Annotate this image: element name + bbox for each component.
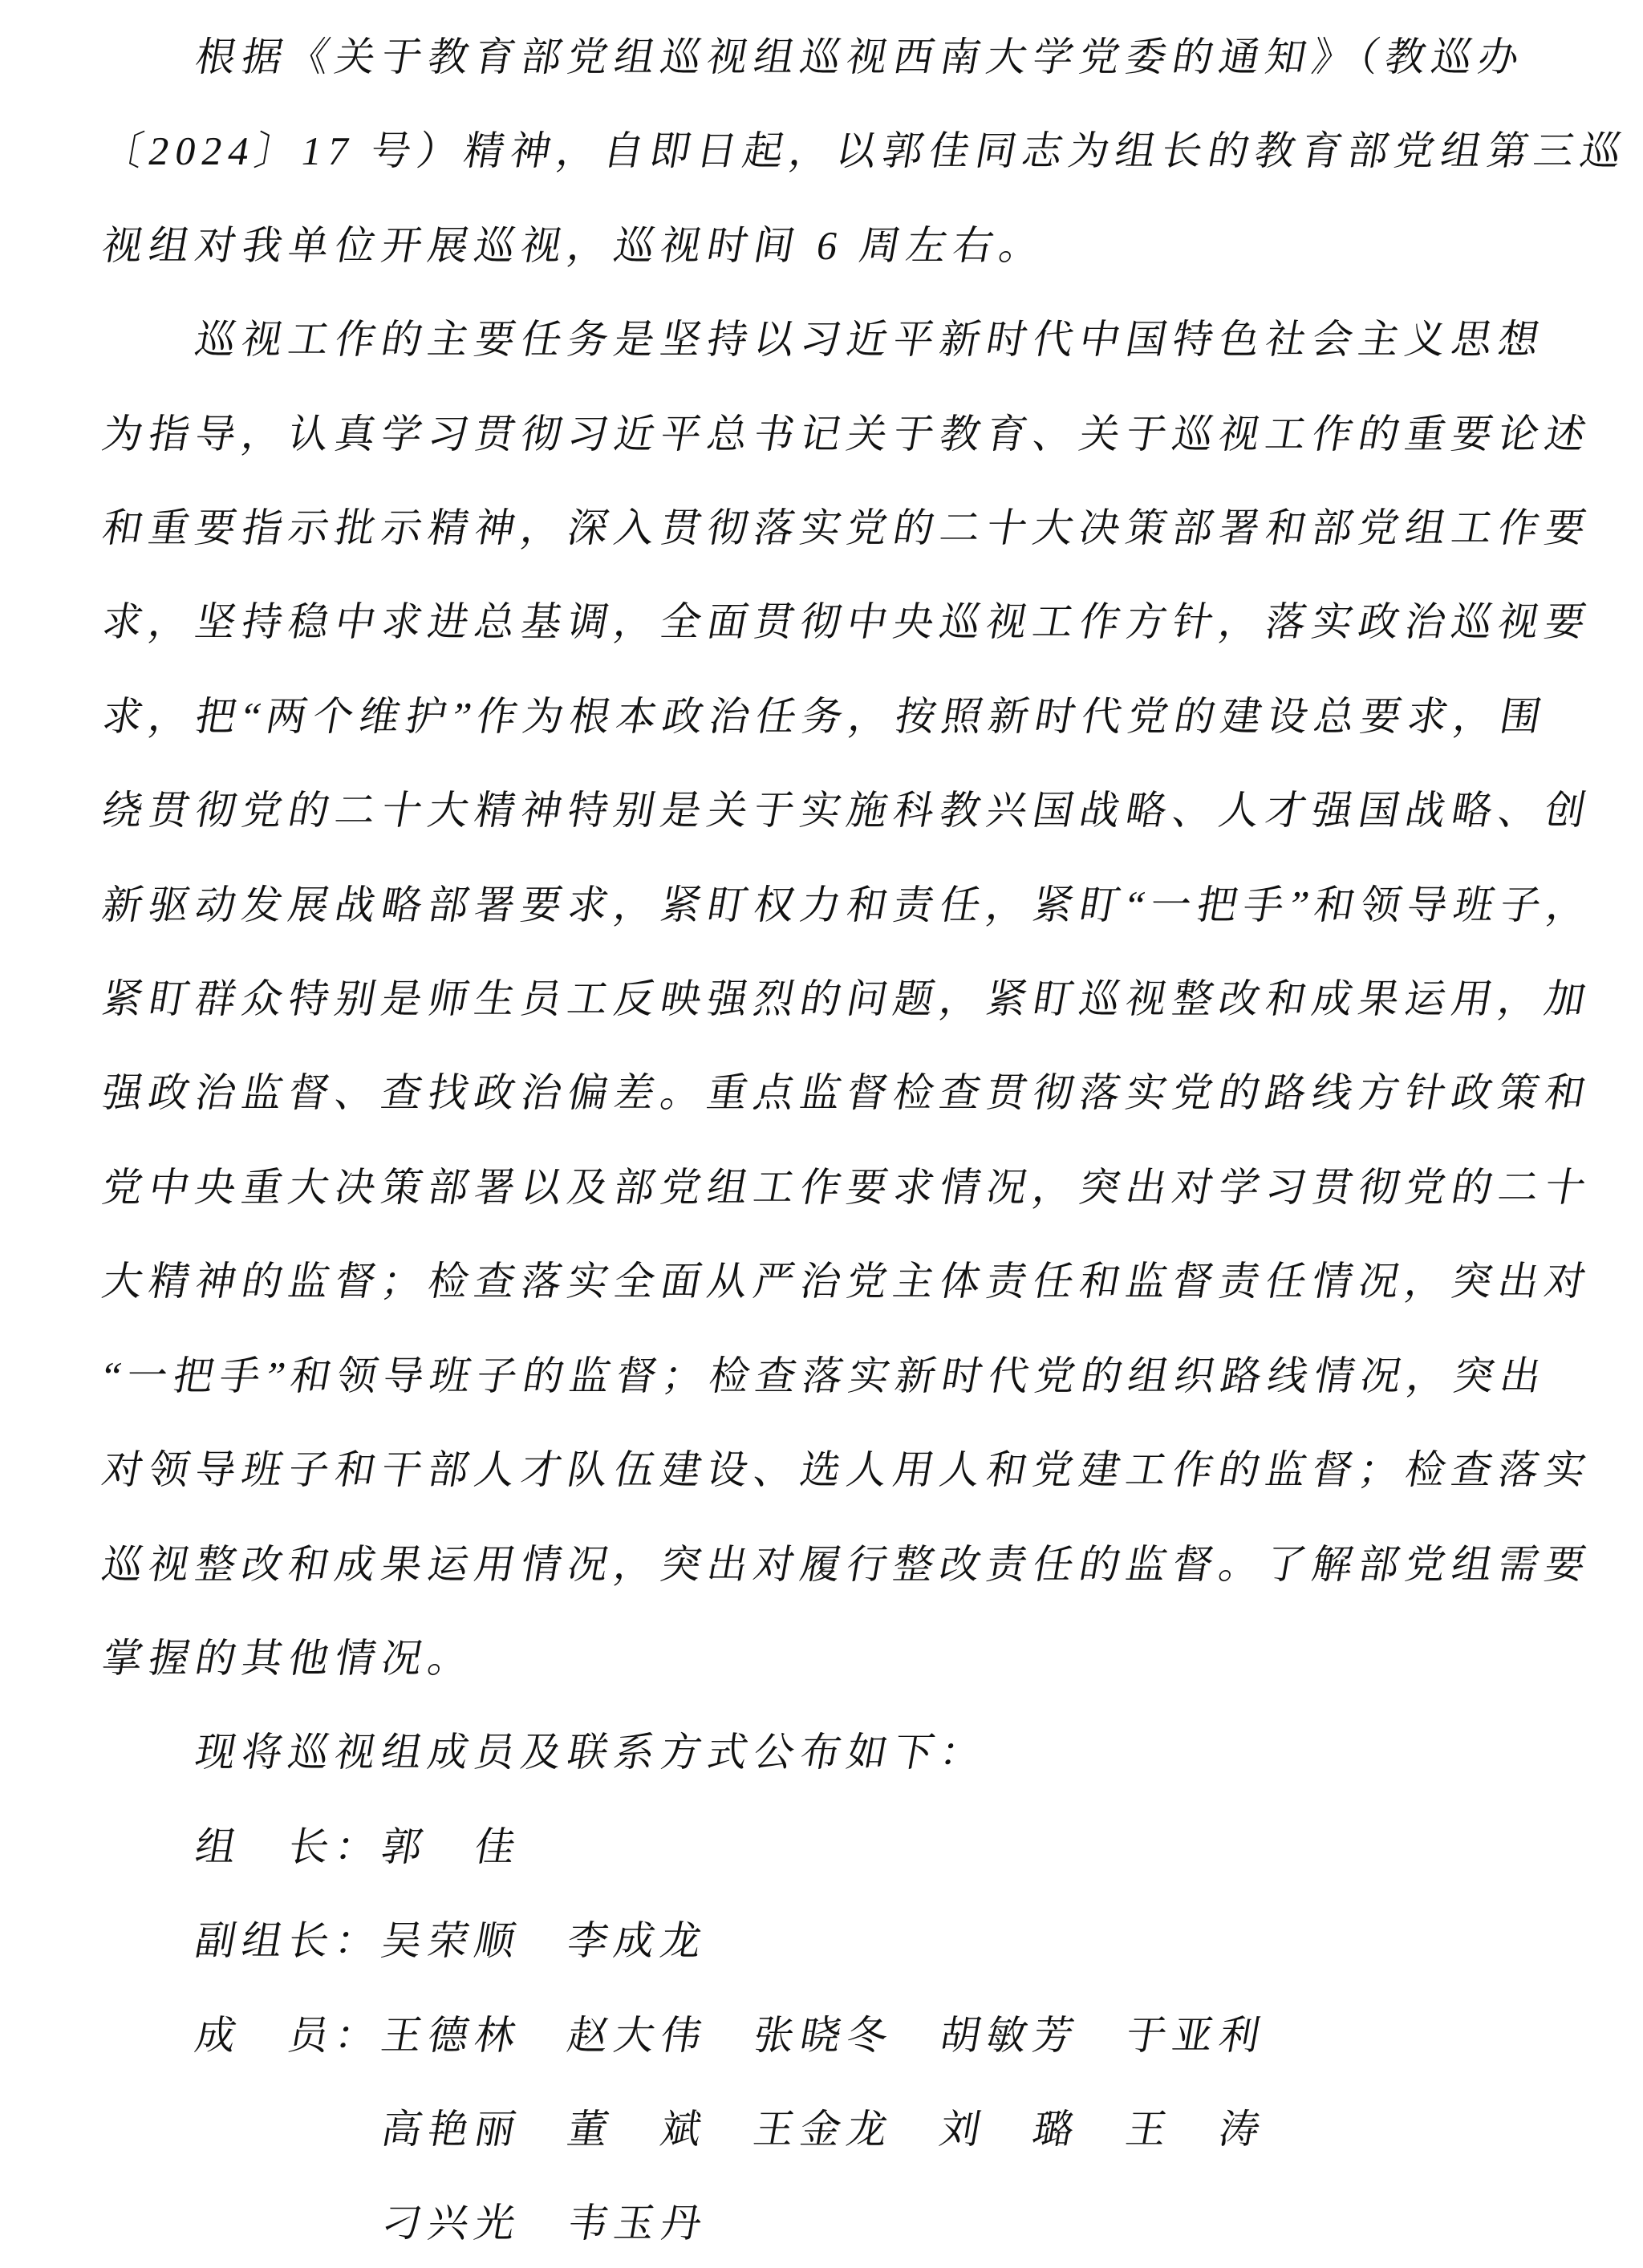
text-line: 巡视整改和成果运用情况，突出对履行整改责任的监督。了解部党组需要 (99, 1541, 1596, 1587)
text-line: 掌握的其他情况。 (99, 1635, 480, 1681)
document-body (99, 10, 1632, 2268)
text-line: 和重要指示批示精神，深入贯彻落实党的二十大决策部署和部党组工作要 (99, 505, 1596, 551)
text-line: 为指导，认真学习贯彻习近平总书记关于教育、关于巡视工作的重要论述 (99, 411, 1596, 456)
text-line: 求，把“两个维护”作为根本政治任务，按照新时代党的建设总要求，围 (99, 693, 1552, 739)
text-line: 组 长：郭 佳 (192, 1824, 526, 1869)
text-line: 刁兴光 韦玉丹 (378, 2201, 712, 2246)
text-line: 现将巡视组成员及联系方式公布如下： (192, 1730, 992, 1775)
text-line: 新驱动发展战略部署要求，紧盯权力和责任，紧盯“一把手”和领导班子， (99, 882, 1598, 927)
text-line: 党中央重大决策部署以及部党组工作要求情况，突出对学习贯彻党的二十 (99, 1164, 1596, 1210)
text-line: 对领导班子和干部人才队伍建设、选人用人和党建工作的监督；检查落实 (99, 1447, 1596, 1493)
text-line: “一把手”和领导班子的监督；检查落实新时代党的组织路线情况，突出 (99, 1353, 1552, 1398)
text-line: 大精神的监督；检查落实全面从严治党主体责任和监督责任情况，突出对 (99, 1259, 1596, 1304)
text-line: 根据《关于教育部党组巡视组巡视西南大学党委的通知》（教巡办 (192, 34, 1530, 79)
text-line: 高艳丽 董 斌 王金龙 刘 璐 王 涛 (378, 2106, 1271, 2152)
text-line: 成 员：王德林 赵大伟 张晓冬 胡敏芳 于亚利 (192, 2012, 1271, 2058)
text-line: 视组对我单位开展巡视，巡视时间 6 周左右。 (99, 222, 1051, 268)
text-line: 副组长：吴荣顺 李成龙 (192, 1918, 712, 1964)
text-line: 巡视工作的主要任务是坚持以习近平新时代中国特色社会主义思想 (192, 317, 1550, 363)
text-line: 绕贯彻党的二十大精神特别是关于实施科教兴国战略、人才强国战略、创 (99, 788, 1596, 834)
text-line: 紧盯群众特别是师生员工反映强烈的问题，紧盯巡视整改和成果运用，加 (99, 976, 1596, 1022)
text-line: 求，坚持稳中求进总基调，全面贯彻中央巡视工作方针，落实政治巡视要 (99, 599, 1596, 645)
text-line: 强政治监督、查找政治偏差。重点监督检查贯彻落实党的路线方针政策和 (99, 1070, 1596, 1116)
text-line: 〔2024〕17 号）精神，自即日起，以郭佳同志为组长的教育部党组第三巡 (99, 128, 1632, 174)
